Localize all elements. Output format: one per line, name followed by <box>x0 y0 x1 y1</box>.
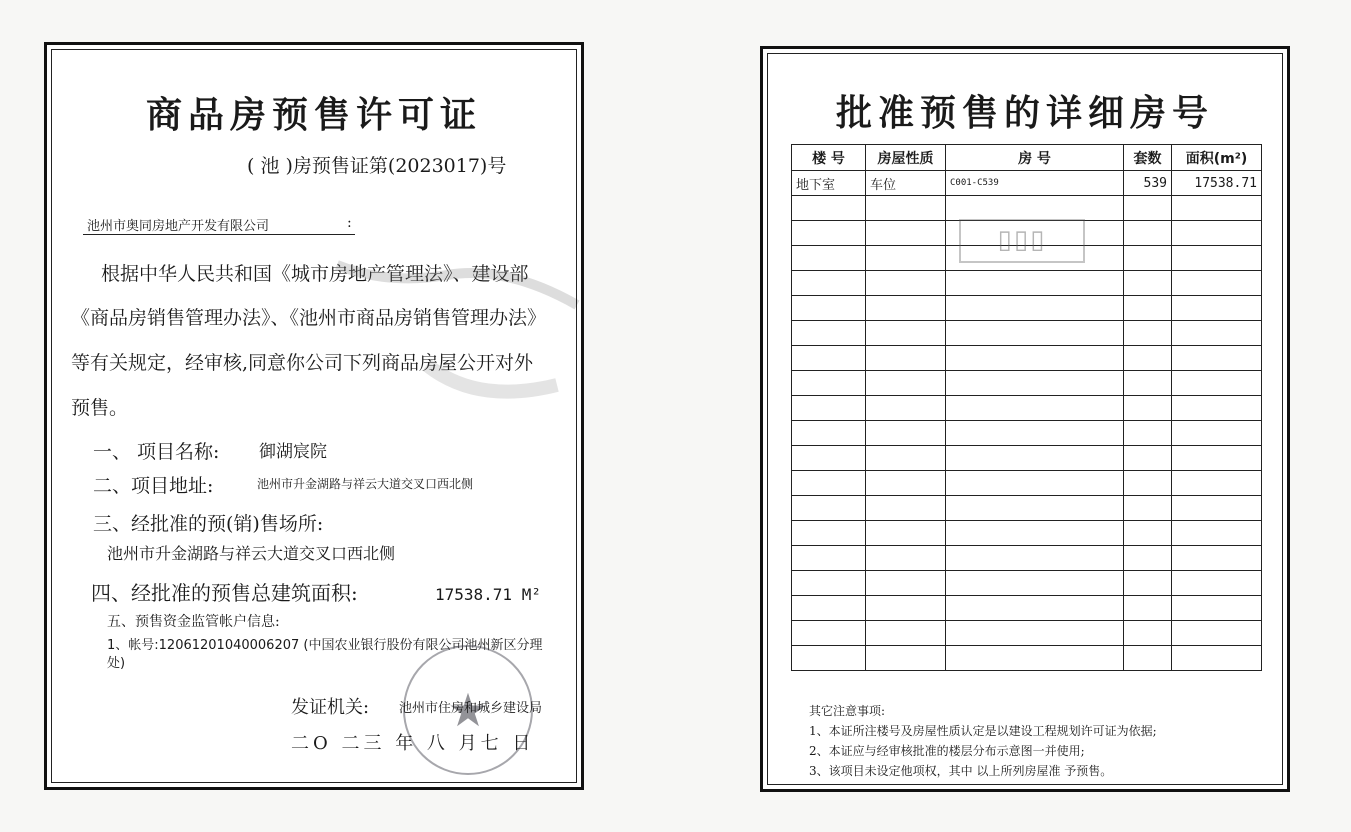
table-row <box>792 196 1262 221</box>
table-row <box>792 371 1262 396</box>
table-row <box>792 646 1262 671</box>
empty-cell <box>1124 596 1172 621</box>
empty-cell <box>1124 621 1172 646</box>
empty-cell <box>792 221 866 246</box>
empty-cell <box>866 321 946 346</box>
notes-section <box>809 701 1157 781</box>
empty-cell <box>792 421 866 446</box>
empty-cell <box>792 271 866 296</box>
note-item-2: 2、本证应与经审核批准的楼层分布示意图一并使用; <box>809 744 1085 758</box>
empty-cell <box>1124 546 1172 571</box>
table-row <box>792 446 1262 471</box>
escrow-account-label: 五、预售资金监管帐户信息: <box>107 614 280 630</box>
cell-property-type: 车位 <box>866 171 946 196</box>
empty-cell <box>1124 371 1172 396</box>
header-room-number: 房 号 <box>946 145 1124 171</box>
paragraph-line-1: 根据中华人民共和国《城市房地产管理法》、建设部 <box>101 263 529 285</box>
empty-cell <box>1172 521 1262 546</box>
empty-cell <box>946 546 1124 571</box>
empty-cell <box>946 496 1124 521</box>
escrow-account-detail: 1、帐号:12061201040006207 (中国农业银行股份有限公司池州新区分理处) <box>107 638 543 671</box>
empty-cell <box>1124 521 1172 546</box>
empty-cell <box>1172 571 1262 596</box>
empty-cell <box>866 621 946 646</box>
empty-cell <box>1172 396 1262 421</box>
empty-cell <box>866 246 946 271</box>
empty-cell <box>866 296 946 321</box>
paragraph-line-3: 等有关规定，经审核,同意你公司下列商品房屋公开对外 <box>71 352 534 374</box>
cell-building: 地下室 <box>792 171 866 196</box>
empty-cell <box>792 246 866 271</box>
empty-cell <box>1124 471 1172 496</box>
permit-number: ( 池 )房预售证第(2023017)号 <box>247 155 507 177</box>
table-row <box>792 621 1262 646</box>
table-row <box>792 571 1262 596</box>
company-name: 池州市奥同房地产开发有限公司 <box>87 219 270 234</box>
empty-cell <box>792 296 866 321</box>
empty-cell <box>1172 221 1262 246</box>
empty-cell <box>792 546 866 571</box>
empty-cell <box>866 271 946 296</box>
empty-cell <box>1124 421 1172 446</box>
empty-cell <box>866 521 946 546</box>
table-row <box>792 346 1262 371</box>
header-building: 楼 号 <box>792 145 866 171</box>
empty-cell <box>946 371 1124 396</box>
project-name-value: 御湖宸院 <box>259 442 327 462</box>
empty-cell <box>1172 246 1262 271</box>
empty-cell <box>1172 296 1262 321</box>
header-property-type: 房屋性质 <box>866 145 946 171</box>
empty-cell <box>1124 571 1172 596</box>
empty-cell <box>946 471 1124 496</box>
table-row <box>792 171 1262 196</box>
empty-cell <box>946 446 1124 471</box>
table-row <box>792 271 1262 296</box>
empty-cell <box>866 446 946 471</box>
empty-cell <box>1124 246 1172 271</box>
empty-cell <box>792 346 866 371</box>
empty-cell <box>1172 271 1262 296</box>
total-area-value: 17538.71 M² <box>435 585 541 604</box>
empty-cell <box>1172 596 1262 621</box>
empty-cell <box>866 196 946 221</box>
table-row <box>792 396 1262 421</box>
table-row <box>792 421 1262 446</box>
empty-cell <box>946 321 1124 346</box>
seal-star-icon: ★ <box>447 683 489 737</box>
empty-cell <box>1172 621 1262 646</box>
empty-cell <box>1124 346 1172 371</box>
empty-cell <box>1124 646 1172 671</box>
sales-location-label: 三、经批准的预(销)售场所: <box>93 513 324 535</box>
empty-cell <box>866 421 946 446</box>
project-address-label: 二、项目地址: <box>93 475 214 497</box>
empty-cell <box>946 271 1124 296</box>
paragraph-line-2: 《商品房销售管理办法》、《池州市商品房销售管理办法》 <box>71 307 547 329</box>
table-row <box>792 496 1262 521</box>
empty-cell <box>1124 196 1172 221</box>
empty-cell <box>1124 221 1172 246</box>
table-row <box>792 546 1262 571</box>
empty-cell <box>866 646 946 671</box>
empty-cell <box>792 571 866 596</box>
company-underline <box>83 234 355 235</box>
empty-cell <box>1124 321 1172 346</box>
empty-cell <box>946 296 1124 321</box>
empty-cell <box>792 596 866 621</box>
table-row <box>792 321 1262 346</box>
empty-cell <box>1124 496 1172 521</box>
project-name-label: 一、 项目名称: <box>93 441 220 463</box>
header-area: 面积(m²) <box>1172 145 1262 171</box>
header-unit-count: 套数 <box>1124 145 1172 171</box>
empty-cell <box>1124 271 1172 296</box>
notes-heading: 其它注意事项: <box>809 704 886 718</box>
empty-cell <box>1172 471 1262 496</box>
total-area-label: 四、经批准的预售总建筑面积: <box>91 581 358 605</box>
note-item-1: 1、本证所注楼号及房屋性质认定是以建设工程规划许可证为依据; <box>809 724 1157 738</box>
empty-cell <box>792 621 866 646</box>
faint-stamp-mark: ▯▯▯ <box>959 219 1085 263</box>
empty-cell <box>946 571 1124 596</box>
empty-cell <box>946 596 1124 621</box>
table-row <box>792 471 1262 496</box>
empty-cell <box>866 571 946 596</box>
permit-title: 商品房预售许可证 <box>145 95 482 136</box>
empty-cell <box>1172 546 1262 571</box>
issue-date: 二O 二三 年 八 月七 日 <box>291 733 535 754</box>
presale-permit-document <box>44 42 584 790</box>
detail-title: 批准预售的详细房号 <box>835 93 1214 134</box>
table-row <box>792 521 1262 546</box>
empty-cell <box>792 471 866 496</box>
empty-cell <box>792 496 866 521</box>
empty-cell <box>1172 346 1262 371</box>
empty-cell <box>946 621 1124 646</box>
empty-cell <box>792 646 866 671</box>
issuer-label: 发证机关: <box>291 697 370 718</box>
empty-cell <box>946 396 1124 421</box>
empty-cell <box>866 596 946 621</box>
empty-cell <box>792 371 866 396</box>
empty-cell <box>1172 421 1262 446</box>
empty-cell <box>792 446 866 471</box>
empty-cell <box>1172 371 1262 396</box>
note-item-3: 3、该项目未设定他项权，其中 以上所列房屋准 予预售。 <box>809 764 1113 778</box>
empty-cell <box>946 421 1124 446</box>
empty-cell <box>866 371 946 396</box>
empty-cell <box>866 396 946 421</box>
empty-cell <box>1172 646 1262 671</box>
company-colon: : <box>347 215 352 231</box>
empty-cell <box>792 521 866 546</box>
empty-cell <box>792 321 866 346</box>
empty-cell <box>866 221 946 246</box>
empty-cell <box>866 546 946 571</box>
table-row <box>792 596 1262 621</box>
issuer-organization: 池州市住房和城乡建设局 <box>399 701 543 716</box>
empty-cell <box>946 521 1124 546</box>
sales-location-value: 池州市升金湖路与祥云大道交叉口西北侧 <box>107 544 396 563</box>
empty-cell <box>866 471 946 496</box>
empty-cell <box>1124 296 1172 321</box>
empty-cell <box>1124 396 1172 421</box>
empty-cell <box>1124 446 1172 471</box>
paragraph-line-4: 预售。 <box>71 397 129 419</box>
empty-cell <box>1172 446 1262 471</box>
cell-unit-count: 539 <box>1124 171 1172 196</box>
cell-area: 17538.71 <box>1172 171 1262 196</box>
empty-cell <box>1172 321 1262 346</box>
empty-cell <box>792 196 866 221</box>
empty-cell <box>1172 496 1262 521</box>
empty-cell <box>866 346 946 371</box>
project-address-value: 池州市升金湖路与祥云大道交叉口西北侧 <box>257 477 474 491</box>
cell-room-number: C001-C539 <box>946 171 1124 196</box>
empty-cell <box>1172 196 1262 221</box>
empty-cell <box>946 196 1124 221</box>
table-header-row <box>792 145 1262 171</box>
empty-cell <box>792 396 866 421</box>
empty-cell <box>946 346 1124 371</box>
empty-cell <box>946 646 1124 671</box>
empty-cell <box>866 496 946 521</box>
table-row <box>792 296 1262 321</box>
room-detail-document <box>760 46 1290 792</box>
